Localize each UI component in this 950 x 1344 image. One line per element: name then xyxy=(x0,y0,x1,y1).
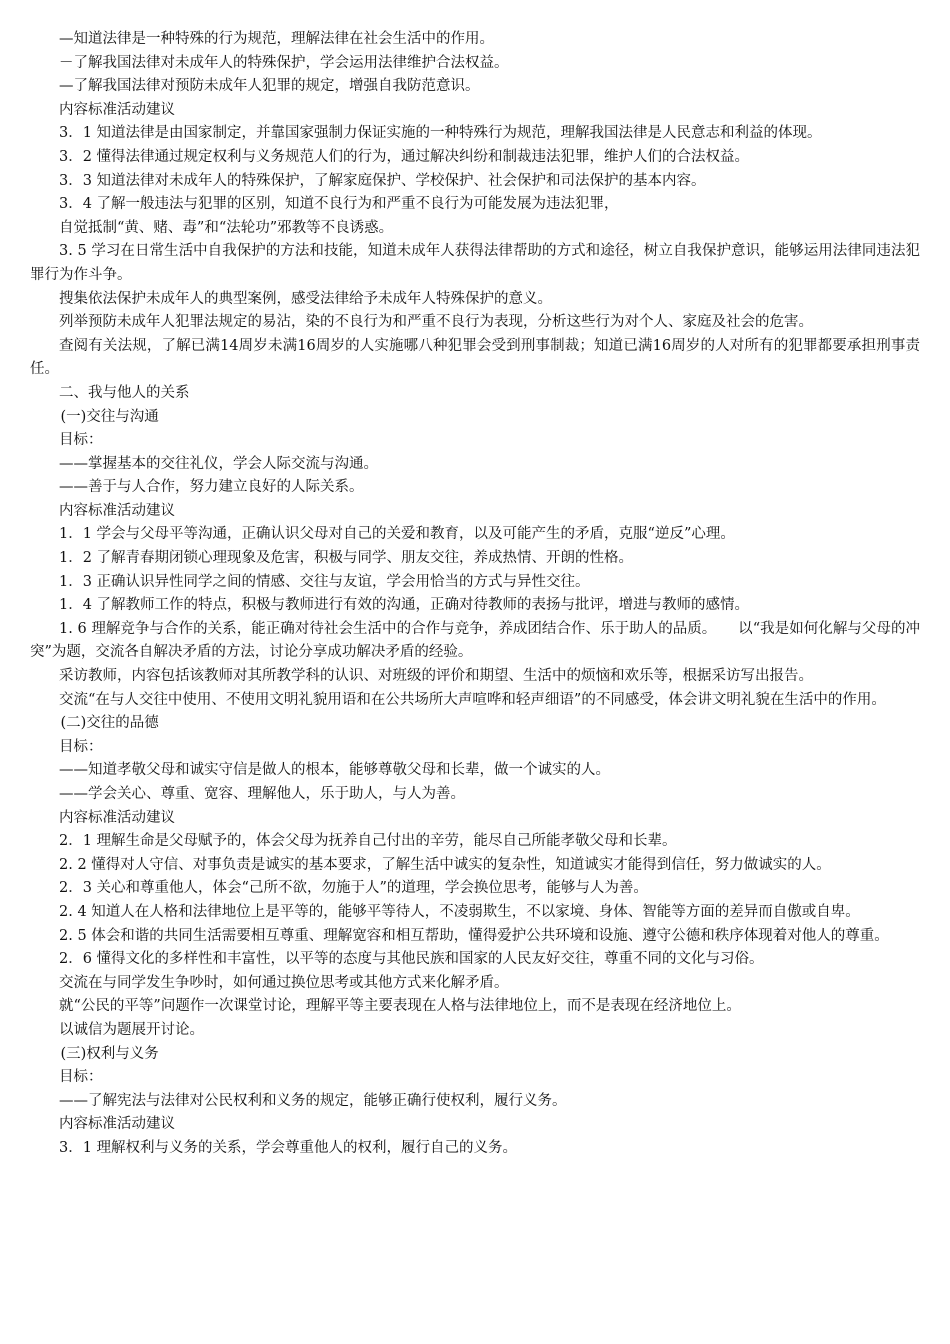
paragraph: 采访教师，内容包括该教师对其所教学科的认识、对班级的评价和期望、生活中的烦恼和欢乐等，根据采访写出报告。 xyxy=(59,668,813,685)
paragraph: 目标： xyxy=(59,1069,103,1086)
paragraph: 列举预防未成年人犯罪法规定的易沾，染的不良行为和严重不良行为表现，分析这些行为对个人、家庭及社会的危害。 xyxy=(59,314,813,331)
paragraph: 2．3 关心和尊重他人，体会“己所不欲，勿施于人”的道理，学会换位思考，能够与人为善。 xyxy=(59,880,648,897)
paragraph: 3．1 知道法律是由国家制定，并靠国家强制力保证实施的一种特殊行为规范，理解我国法律是人民意志和利益的体现。 xyxy=(59,125,822,142)
paragraph: (二)交往的品德 xyxy=(60,715,159,732)
paragraph: 二、我与他人的关系 xyxy=(59,384,190,401)
paragraph: ——了解宪法与法律对公民权利和义务的规定，能够正确行使权利，履行义务。 xyxy=(59,1092,567,1109)
paragraph: 交流“在与人交往中使用、不使用文明礼貌用语和在公共场所大声喧哗和轻声细语”的不同感受，体会讲文明礼貌在生活中的作用。 xyxy=(59,691,886,708)
paragraph: 搜集依法保护未成年人的典型案例，感受法律给予未成年人特殊保护的意义。 xyxy=(59,290,552,307)
paragraph: 1．4 了解教师工作的特点，积极与教师进行有效的沟通，正确对待教师的表扬与批评，增进与教师的感情。 xyxy=(59,597,750,614)
paragraph: —了解我国法律对预防未成年人犯罪的规定，增强自我防范意识。 xyxy=(59,78,480,95)
paragraph: ——学会关心、尊重、宽容、理解他人，乐于助人，与人为善。 xyxy=(59,786,465,802)
paragraph: 1．1 学会与父母平等沟通，正确认识父母对自己的关爱和教育，以及可能产生的矛盾，克服“逆反”心理。 xyxy=(59,526,735,543)
paragraph: 交流在与同学发生争吵时，如何通过换位思考或其他方式来化解矛盾。 xyxy=(59,974,509,991)
paragraph: 3. 5 学习在日常生活中自我保护的方法和技能，知道未成年人获得法律帮助的方式和途径，树立自我保护意识，能够运用法律同违法犯罪行为作斗争。 xyxy=(30,243,920,283)
paragraph: 3．3 知道法律对未成年人的特殊保护，了解家庭保护、学校保护、社会保护和司法保护的基本内容。 xyxy=(59,172,706,189)
paragraph: 以诚信为题展开讨论。 xyxy=(59,1021,204,1038)
paragraph: 3．4 了解一般违法与犯罪的区别，知道不良行为和严重不良行为可能发展为违法犯罪， xyxy=(59,196,619,213)
paragraph: 2. 5 体会和谐的共同生活需要相互尊重、理解宽容和相互帮助，懂得爱护公共环境和设施、遵守公德和秩序体现着对他人的尊重。 xyxy=(59,927,889,944)
paragraph: 目标： xyxy=(59,738,103,755)
paragraph: 就“公民的平等”问题作一次课堂讨论，理解平等主要表现在人格与法律地位上，而不是表现在经济地位上。 xyxy=(59,998,741,1015)
paragraph: 3．2 懂得法律通过规定权利与义务规范人们的行为，通过解决纠纷和制裁违法犯罪，维护人们的合法权益。 xyxy=(59,148,750,165)
paragraph: (一)交往与沟通 xyxy=(60,408,159,425)
paragraph: ——知道孝敬父母和诚实守信是做人的根本，能够尊敬父母和长辈，做一个诚实的人。 xyxy=(59,762,610,779)
paragraph: 目标： xyxy=(59,432,103,449)
paragraph: 自觉抵制“黄、赌、毒”和“法轮功”邪教等不良诱惑。 xyxy=(59,219,394,236)
paragraph: 内容标准活动建议 xyxy=(59,101,175,118)
paragraph: 查阅有关法规，了解已满14周岁未满16周岁的人实施哪八种犯罪会受到刑事制裁；知道已满16周岁的人对所有的犯罪都要承担刑事责任。 xyxy=(30,337,920,378)
document-body xyxy=(30,28,920,1161)
paragraph: 内容标准活动建议 xyxy=(59,809,175,826)
paragraph: —知道法律是一种特殊的行为规范，理解法律在社会生活中的作用。 xyxy=(59,31,494,47)
paragraph: ——善于与人合作，努力建立良好的人际关系。 xyxy=(59,479,364,496)
paragraph: 1. 6 理解竞争与合作的关系，能正确对待社会生活中的合作与竞争，养成团结合作、乐于助人的品质。 以“我是如何化解与父母的冲突”为题，交流各自解决矛盾的方法，讨论分享成功解决矛盾的经验。 xyxy=(30,620,920,661)
paragraph: 2. 2 懂得对人守信、对事负责是诚实的基本要求，了解生活中诚实的复杂性，知道诚实才能得到信任，努力做诚实的人。 xyxy=(59,856,831,873)
paragraph: －了解我国法律对未成年人的特殊保护，学会运用法律维护合法权益。 xyxy=(59,54,509,71)
paragraph: 1．2 了解青春期闭锁心理现象及危害，积极与同学、朋友交往，养成热情、开朗的性格。 xyxy=(59,550,634,567)
paragraph: 2．6 懂得文化的多样性和丰富性，以平等的态度与其他民族和国家的人民友好交往，尊重不同的文化与习俗。 xyxy=(59,951,764,968)
paragraph: 2. 4 知道人在人格和法律地位上是平等的，能够平等待人，不凌弱欺生，不以家境、身体、智能等方面的差异而自傲或自卑。 xyxy=(59,903,860,920)
paragraph: 2．1 理解生命是父母赋予的，体会父母为抚养自己付出的辛劳，能尽自己所能孝敬父母和长辈。 xyxy=(59,833,677,850)
paragraph: 3．1 理解权利与义务的关系，学会尊重他人的权利，履行自己的义务。 xyxy=(59,1139,518,1156)
paragraph: 1．3 正确认识异性同学之间的情感、交往与友谊，学会用恰当的方式与异性交往。 xyxy=(59,573,590,590)
paragraph: 内容标准活动建议 xyxy=(59,502,175,519)
paragraph: ——掌握基本的交往礼仪，学会人际交流与沟通。 xyxy=(59,455,378,472)
paragraph: (三)权利与义务 xyxy=(60,1045,159,1062)
paragraph: 内容标准活动建议 xyxy=(59,1116,175,1133)
